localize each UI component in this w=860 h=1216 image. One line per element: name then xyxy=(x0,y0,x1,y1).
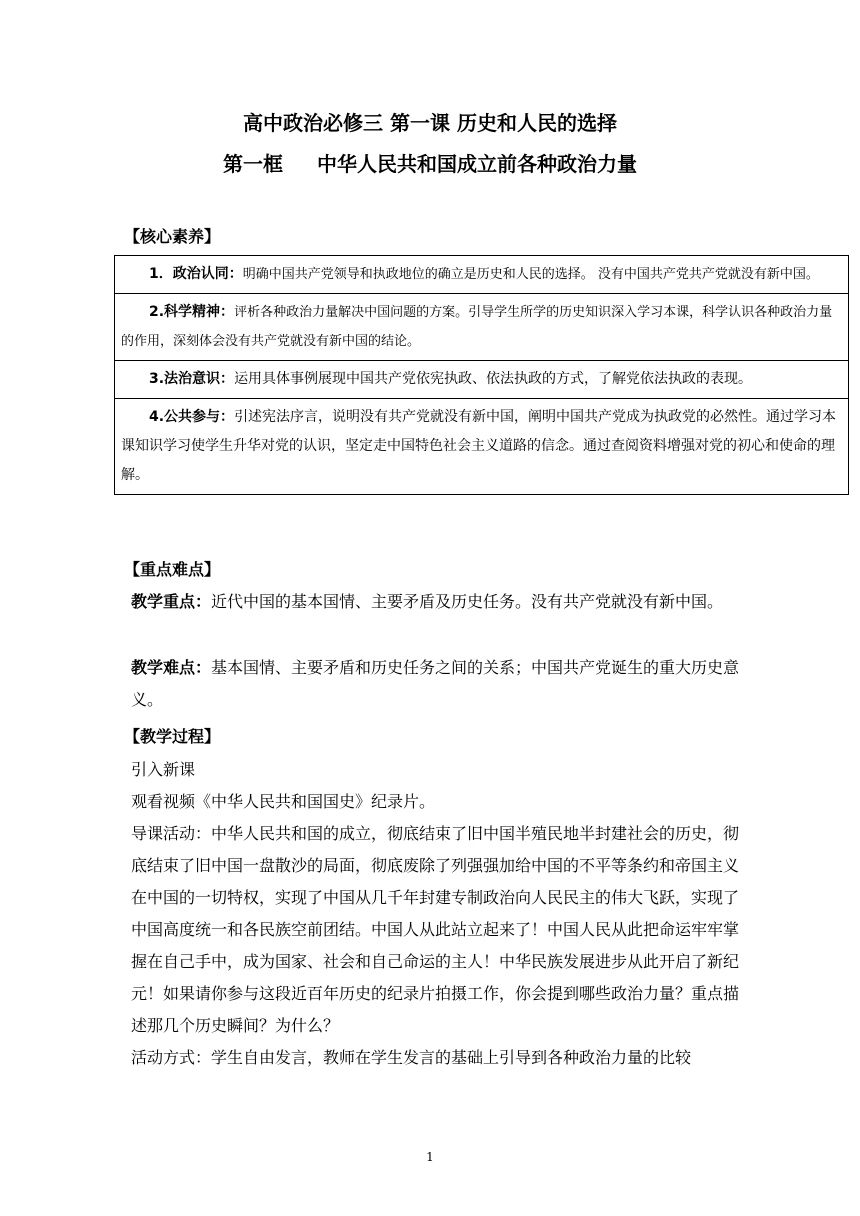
key-difficulty-label: 教学难点： xyxy=(131,658,212,677)
key-difficulty-text: 基本国情、主要矛盾和历史任务之间的关系；中国共产党诞生的重大历史意义。 xyxy=(131,658,740,709)
core-item-label: 4.公共参与： xyxy=(149,409,235,425)
core-literacy-table xyxy=(114,255,849,495)
key-focus xyxy=(131,586,741,618)
core-item-text: 引述宪法序言，说明没有共产党就没有新中国，阐明中国共产党成为执政党的必然性。通过学习本课知识学习使学生升华对党的认识，坚定走中国特色社会主义道路的信念。通过查阅资料增强对党的初心和使命的理解。 xyxy=(121,409,837,483)
core-item-label: 1．政治认同： xyxy=(149,266,243,282)
core-item xyxy=(115,256,848,294)
core-item-text: 明确中国共产党领导和执政地位的确立是历史和人民的选择。 没有中国共产党共产党就没有新中国。 xyxy=(242,267,819,282)
core-item xyxy=(115,294,848,361)
process-paragraph: 引入新课 xyxy=(131,760,196,779)
page-number: 1 xyxy=(426,1150,434,1164)
subtitle-part1: 第一框 xyxy=(223,152,283,176)
subtitle-part2: 中华人民共和国成立前各种政治力量 xyxy=(317,152,637,176)
key-focus-label: 教学重点： xyxy=(131,592,212,611)
core-item-label: 3.法治意识： xyxy=(149,371,235,387)
key-difficulty xyxy=(131,652,741,716)
process-heading: 【教学过程】 xyxy=(124,727,221,746)
process-body xyxy=(131,754,741,1074)
key-focus-text: 近代中国的基本国情、主要矛盾及历史任务。没有共产党就没有新中国。 xyxy=(211,592,724,611)
document-subtitle xyxy=(0,148,860,177)
process-paragraph: 活动方式：学生自由发言，教师在学生发言的基础上引导到各种政治力量的比较 xyxy=(131,1048,692,1067)
core-item xyxy=(115,399,848,494)
core-item-label: 2.科学精神： xyxy=(149,304,235,320)
core-item-text: 评析各种政治力量解决中国问题的方案。引导学生所学的历史知识深入学习本课，科学认识各种政治力量的作用，深刻体会没有共产党就没有新中国的结论。 xyxy=(121,305,833,349)
core-item xyxy=(115,361,848,399)
core-item-text: 运用具体事例展现中国共产党依宪执政、依法执政的方式，了解党依法执政的表现。 xyxy=(234,371,753,387)
document-title: 高中政治必修三 第一课 历史和人民的选择 xyxy=(243,111,617,135)
core-heading: 【核心素养】 xyxy=(124,227,221,246)
process-paragraph: 观看视频《中华人民共和国国史》纪录片。 xyxy=(131,792,436,811)
key-heading: 【重点难点】 xyxy=(124,560,221,579)
process-paragraph: 导课活动：中华人民共和国的成立，彻底结束了旧中国半殖民地半封建社会的历史，彻底结束了旧中国一盘散沙的局面，彻底废除了列强强加给中国的不平等条约和帝国主义在中国的一切特权，实现了中国从几千年封建专制政治向人民民主的伟大飞跃，实现了中国高度统一和各民族空前团结。中国人从此站立起来了！中国人民从此把命运牢牢掌握在自己手中，成为国家、社会和自己命运的主人！中华民族发展进步从此开启了新纪元！如果请你参与这段近百年历史的纪录片拍摄工作，你会提到哪些政治力量？重点描述那几个历史瞬间？为什么？ xyxy=(131,824,740,1035)
